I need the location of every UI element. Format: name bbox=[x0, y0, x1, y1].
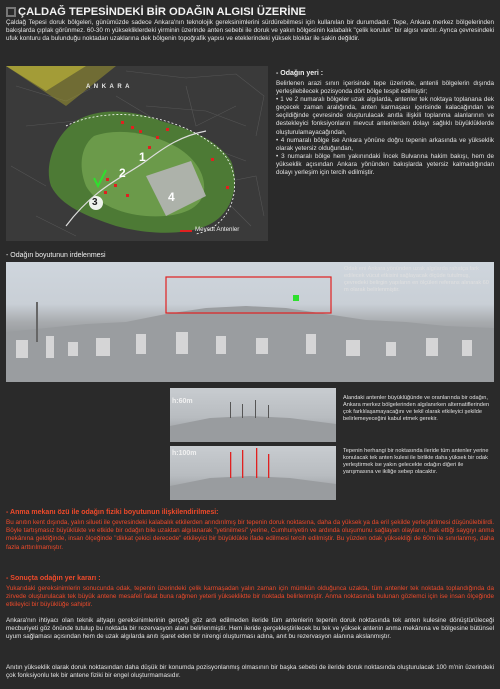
city-label: A N K A R A bbox=[86, 84, 131, 90]
zone-1: 1 bbox=[139, 150, 146, 164]
conclusion-paragraph-1: Ankara'nın ihtiyacı olan teknik altyapı gereksinimlerinin gerçeği göz ardı edilmeden ileride tüm antenlerin tepenin doruk noktasında tek anten kulesine dönüştürüleceği mecburiyeti göz önünde tutulup bu noktada bir rezervasyon alanı belirlenmiştir. Hem ileride gerçekleştirilecek bu tek ve yüksek antenin anma mekânına ve bölgesine bütünsel uyum sağlaması açısından hem de uzak algılarda anıtı işaret eden bir nirengi oluşturması adına, anıt bu rezervasyon alanına akslanmıştır. bbox=[6, 617, 494, 641]
memorial-section-heading: - Anma mekanı özü ile odağın fiziki boyutunun ilişkilendirilmesi: bbox=[6, 509, 219, 516]
panorama-photo bbox=[6, 262, 494, 382]
site-heading: - Odağın yeri : bbox=[276, 70, 324, 77]
site-map bbox=[6, 66, 268, 241]
zone-4: 4 bbox=[168, 190, 175, 204]
label-h100: h:100m bbox=[172, 450, 197, 457]
site-map-drawing bbox=[6, 66, 268, 241]
zone-2: 2 bbox=[119, 166, 126, 180]
conclusion-paragraph-2: Anıtın yükseklik olarak doruk noktasından daha düşük bir konumda pozisyonlanmış olmasının bir başka sebebi de ileride doruk noktasında oluşturulacak 100 m'nin üzerindeki çok fonksiyonlu tek bir antene fiziki bir engel oluşturmamasıdır. bbox=[6, 664, 494, 680]
memorial-section-body: Bu anıtın kent dışında, yalın silueti ile çevresindeki kalabalık etkilerden arındırılmış bir tepenin doruk noktasına, daha da yüksek ya da eril şekilde yerleştirilmesi düşünülebilirdi. Böyle tartışmasız büyüklükte ve etkide bir odağın bile uzaktan algılanarak "yetinilmesi" yerine, Cumhuriyetin ve ardında oluşumunu sağlayan olayların, hak ettiği saygıyı anma mekânına geldiğinde, insan ölçeğinde "dikkat çekici derecede" etkileyici bir büyüklükle ifade edilmesi tercih edilmiştir. Bu yüzden odak yüksekliği de 60m ile sınırlanmış, daha fazla arttırılmamıştır. bbox=[6, 519, 494, 551]
conclusion-red-paragraph: Yukarıdaki gereksinimlerin sonucunda odak, tepenin üzerindeki çelik karmaşadan yalın zaman için mümkün olduğunca uzakta, tüm antenler tek noktada toplandığında da zirvede oluşturulacak tek büyük antene mesafeli fakat buna rağmen yeterli yüksekliktte bir noktada belirlenmiştir. Anma noktasında bulunan gözlemci için ise insan ölçeğinde etkileyici bir büyüklüğe sahiptir. bbox=[6, 585, 494, 609]
scale-heading: - Odağın boyutunun irdelenmesi bbox=[6, 252, 106, 259]
page-title: ÇALDAĞ TEPESİNDEKİ BİR ODAĞIN ALGISI ÜZERİNE bbox=[18, 6, 306, 18]
site-body: Belirlenen arazi sınırı içerisinde tepe üzerinde, antenli bölgelerin dışında yerleşilebilecek pozisyonda dört bölge tespit edilmiştir; • 1 ve 2 numaralı bölgeler uzak algılarda, antenler tek noktaya toplanana dek geçecek zaman aralığında, anten karmaşası içerisinde kalacağından ve seçildiğinde çevresinde oluşturulacak anıtla ilişkili toplanma alanlarının ve destekleyici fonksiyonların mevcut antenlerden dolayı sağlıklı büyüklüklerde oluşturulamayacağından, • 4 numaralı bölge ise Ankara yönüne doğru tepenin arkasında ve yükseklik olarak yetersiz olduğundan, • 3 numaralı bölge hem yakınındaki İncek Bulvarına hakim bakışı, hem de yükseklik açısından Ankara yönünden bakışlarda yetersiz kalmadığından dolayı yerleşim için tercih edilmiştir. bbox=[276, 80, 494, 177]
scale-caption-1: Odak eni Ankara yönünden uzak algılarda rahatça fark edilecek vücut etkisini sağlayacak ölçüde tutulmuş, çevredeki belirgin yapıların en ölçüleri referans alınarak 60 m olarak belirlenmiştir. bbox=[344, 266, 489, 293]
scale-caption-2: Alandaki antenler büyüklüğünde ve oranlarında bir odağın, Ankara merkez bölgelerinden algılanırken alternatiflerinden çok farklılaşamayacağını ve tekil olarak etkileyici şekilde belirlemeyeceğini kabul etmek gerekir. bbox=[343, 395, 490, 422]
antenna-legend-swatch bbox=[180, 230, 192, 232]
zone-3: 3 bbox=[92, 197, 98, 208]
scale-caption-3: Tepenin herhangi bir noktasında ileride tüm antenler yerine konulacak tek anten kulesi ile birlikte daha yüksek bir odak yerleştirmek ise yakın gelecekte odağın diğeri ile yarışmasına ve ikiliğe sebep olacaktır. bbox=[343, 448, 489, 475]
antenna-legend-label: Mevcut Antenler bbox=[195, 226, 240, 233]
title-bullet-icon bbox=[6, 7, 16, 17]
label-h60: h:60m bbox=[172, 398, 193, 405]
intro-paragraph: Çaldağ Tepesi doruk bölgeleri, günümüzde sadece Ankara'nın teknolojik gereksinimlerini sürdürebilmesi için kullanılan bir durumdadır. Tepe, Ankara merkez bölgelerinden bakışlarda çıplak görünmez. 60-30 m yüksekliklerdeki yirminin üzerinde anten sebebi ile doruk ve yakın bölgesinin kalabalık "çelik koruluk" bir algısı vardır. Ayrıca çevresindeki ufuk konturu da bulunduğu noktadan uzaklarına dek bölgenin topoğrafik yapısı ve eteklerindeki yüksek bloklar ile sakin değildir. bbox=[6, 19, 494, 43]
conclusion-heading: - Sonuçta odağın yer kararı : bbox=[6, 575, 101, 582]
comparison-photo-60m bbox=[170, 388, 336, 442]
